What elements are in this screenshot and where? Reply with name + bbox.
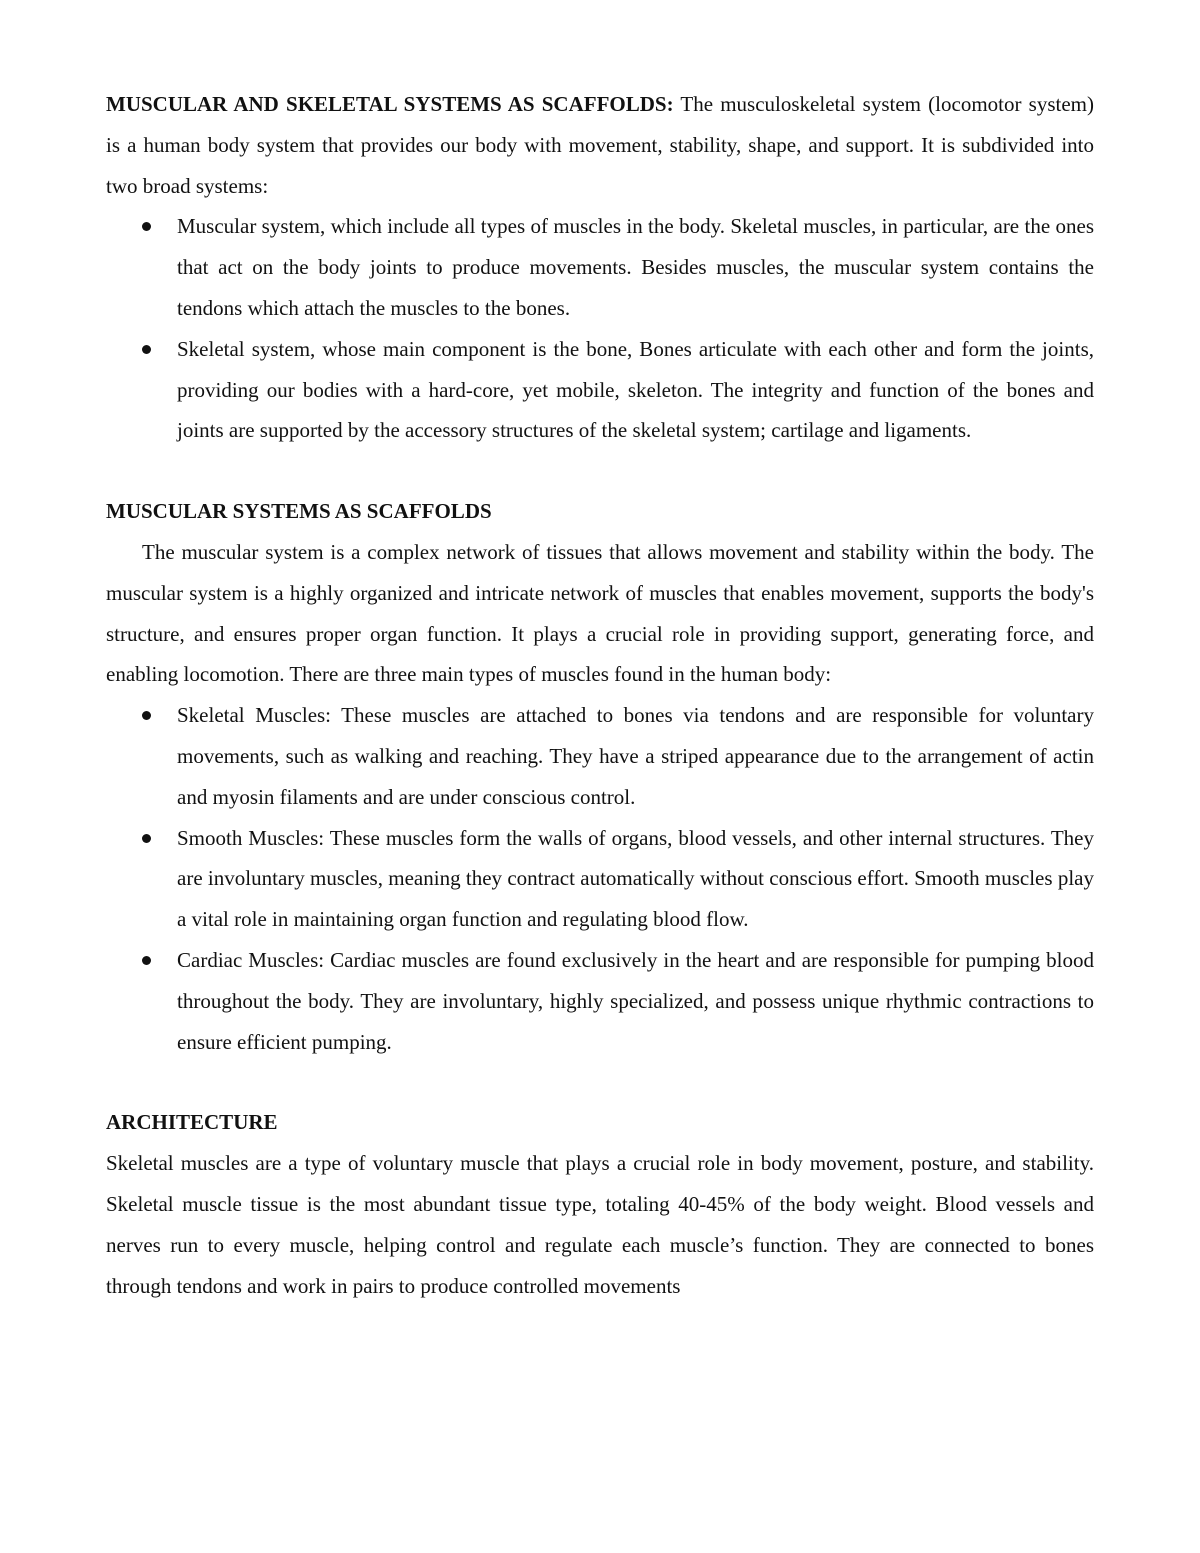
bullet-icon bbox=[142, 345, 151, 354]
list-item bbox=[106, 329, 1094, 451]
section2-heading: MUSCULAR SYSTEMS AS SCAFFOLDS bbox=[106, 499, 492, 524]
section3-heading: ARCHITECTURE bbox=[106, 1110, 278, 1135]
list-item bbox=[106, 940, 1094, 1062]
list-item-text: Cardiac Muscles: Cardiac muscles are found exclusively in the heart and are responsible for pumping blood throughout the body. They are involuntary, highly specialized, and possess unique rhythmic contractions to ensure efficient pumping. bbox=[177, 947, 1094, 1054]
section1-heading: MUSCULAR AND SKELETAL SYSTEMS AS SCAFFOLDS: bbox=[106, 92, 674, 116]
list-item bbox=[106, 695, 1094, 817]
section1-intro-text: The musculoskeletal system (locomotor system) is a human body system that provides our body with movement, stability, shape, and support. It is subdivided into two broad systems: bbox=[106, 92, 1094, 198]
bullet-icon bbox=[142, 222, 151, 231]
section1-bullet-list bbox=[106, 206, 1094, 451]
section1-intro-paragraph bbox=[106, 84, 1094, 206]
document-page bbox=[106, 84, 1094, 1306]
bullet-icon bbox=[142, 834, 151, 843]
bullet-icon bbox=[142, 956, 151, 965]
list-item bbox=[106, 206, 1094, 328]
section2-bullet-list bbox=[106, 695, 1094, 1062]
section2-paragraph: The muscular system is a complex network of tissues that allows movement and stability within the body. The muscular system is a highly organized and intricate network of muscles that enables movement, supports the body's structure, and ensures proper organ function. It plays a crucial role in providing support, generating force, and enabling locomotion. There are three main types of muscles found in the human body: bbox=[106, 539, 1094, 687]
list-item-text: Skeletal Muscles: These muscles are attached to bones via tendons and are responsible for voluntary movements, such as walking and reaching. They have a striped appearance due to the arrangement of actin and myosin filaments and are under conscious control. bbox=[177, 703, 1094, 809]
section3-paragraph: Skeletal muscles are a type of voluntary muscle that plays a crucial role in body movement, posture, and stability. Skeletal muscle tissue is the most abundant tissue type, totaling 40-45% of the body weight. Blood vessels and nerves run to every muscle, helping control and regulate each muscle’s function. They are connected to bones through tendons and work in pairs to produce controlled movements bbox=[106, 1151, 1094, 1298]
list-item bbox=[106, 818, 1094, 940]
bullet-icon bbox=[142, 711, 151, 720]
list-item-text: Muscular system, which include all types of muscles in the body. Skeletal muscles, in particular, are the ones that act on the body joints to produce movements. Besides muscles, the muscular system contains the tendons which attach the muscles to the bones. bbox=[177, 214, 1094, 320]
list-item-text: Smooth Muscles: These muscles form the walls of organs, blood vessels, and other internal structures. They are involuntary muscles, meaning they contract automatically without conscious effort. Smooth muscles play a vital role in maintaining organ function and regulating blood flow. bbox=[177, 825, 1094, 932]
list-item-text: Skeletal system, whose main component is the bone, Bones articulate with each other and form the joints, providing our bodies with a hard-core, yet mobile, skeleton. The integrity and function of the bones and joints are supported by the accessory structures of the skeletal system; cartilage and ligaments. bbox=[177, 336, 1094, 443]
